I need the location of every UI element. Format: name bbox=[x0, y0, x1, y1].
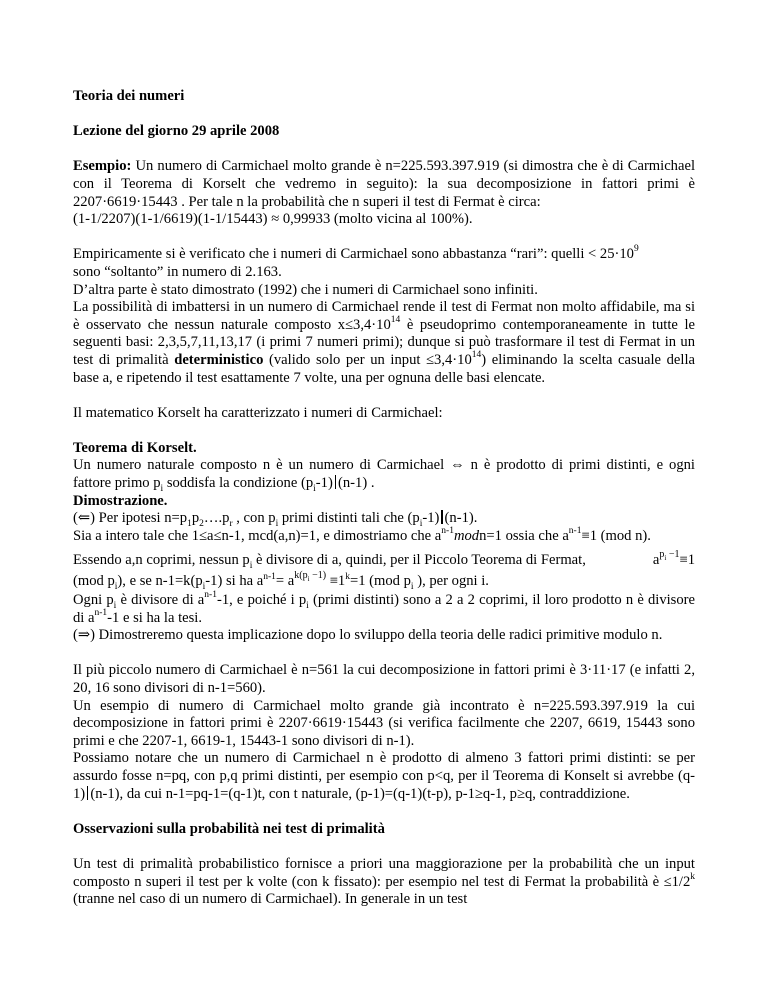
smallest-carmichael-paragraph: Il più piccolo numero di Carmichael è n=561 la cui decomposizione in fattori primi è 3·11·17 (e infatti 2, 20, 16 sono divisori di n-1=560). Un esempio di numero di Carmichael molto grande già incontrato è n=225.593.397.919 la cui decomposizione in fattori primi è 2207·6619·15443 (si verifica facilmente che 2207, 6619, 15443 sono primi e che 2207-1, 6619-1, 15443-1 sono divisori di n-1). Possiamo notare che un numero di Carmichael n è prodotto di almeno 3 fattori primi distinti: se per assurdo fosse n=pq, con p,q primi distinti, per esempio con p<q, per il Teorema di Konselt si avrebbe (q-1) (n-1), da cui n-1=pq-1=(q-1)t, con t naturale, (p-1)=(q-1)(t-p), p-1≥q-1, p≥q, contraddizione. bbox=[73, 662, 695, 802]
proof-heading: Dimostrazione. bbox=[73, 492, 168, 509]
proof-line-5: Ogni $p_i$ è divisore di $a^{n-1}-1$, e poiché i $p_i$ (primi distinti) sono a 2 a 2 coprimi, il loro prodotto n è divisore di $a^{n-1}-1$ e si ha la tesi. bbox=[73, 590, 695, 626]
empirical-paragraph: Empiricamente si è verificato che i numeri di Carmichael sono abbastanza “rari”: quelli < $25\cdot 10^9$ sono “soltanto” in numero di 2.163. D’altra parte è stato dimostrato (1992) che i numeri di Carmichael sono infiniti. La possibilità di imbattersi in un numero di Carmichael rende il test di Fermat non molto affidabile, ma si è osservato che nessun naturale composto $x\le 3,4\cdot 10^{14}$ è pseudoprimo contemporaneamente in tutte le seguenti basi: 2,3,5,7,11,13,17 (i primi 7 numeri primi); dunque si può trasformare il test di Fermat in un test di primalità deterministico (valido solo per un input $\le 3,4\cdot 10^{14}$) eliminando la scelta casuale della base a, e ripetendo il test esattamente 7 volte, una per ognuna delle basi elencate. bbox=[73, 244, 695, 386]
document-page bbox=[73, 88, 695, 909]
korselt-intro: Il matematico Korselt ha caratterizzato i numeri di Carmichael: bbox=[73, 404, 443, 421]
theorem-heading: Teorema di Korselt. bbox=[73, 439, 197, 456]
proof-line-6: (⇒) Dimostreremo questa implicazione dopo lo sviluppo della teoria delle radici primitive modulo n. bbox=[73, 627, 663, 644]
document-title: Teoria dei numeri bbox=[73, 88, 185, 104]
korselt-theorem bbox=[73, 440, 695, 645]
proof-line-2: Sia a intero tale che 1≤a≤n-1, mcd(a,n)=1, e dimostriamo che $a^{n-1}modn=1$ ossia che $a^{n-1}\equiv 1$ (mod n). bbox=[73, 525, 651, 544]
divides-symbol bbox=[87, 786, 88, 800]
lesson-heading: Lezione del giorno 29 aprile 2008 bbox=[73, 123, 280, 140]
proof-line-3: Essendo a,n coprimi, nessun $p_i$ è divisore di a, quindi, per il Piccolo Teorema di Fermat, $a^{p_i -1}\equiv 1$ bbox=[73, 549, 695, 571]
divides-symbol bbox=[441, 510, 442, 524]
probability-paragraph: Un test di primalità probabilistico fornisce a priori una maggiorazione per la probabilità che un input composto n superi il test per k volte (con k fissato): per esempio nel test di Fermat la probabilità è $\le 1/2^k$ (tranne nel caso di un numero di Carmichael). In generale in un test bbox=[73, 855, 695, 908]
section-heading-probability: Osservazioni sulla probabilità nei test di primalità bbox=[73, 820, 385, 837]
theorem-statement: Un numero naturale composto n è un numero di Carmichael ⇔ n è prodotto di primi distinti, e ogni fattore primo $p_i$ soddisfa la condizione $(p_i-1)$ (n-1) . bbox=[73, 457, 695, 494]
example-label: Esempio: bbox=[73, 158, 132, 175]
fermat-formula: $a^{p_i -1}\equiv 1$ bbox=[652, 549, 695, 569]
proof-line-1: (⇐) Per ipotesi $n=p_1p_2\dots.p_r$ , con $p_i$ primi distinti tali che $(p_i-1)$ (n-1). bbox=[73, 510, 478, 530]
divides-symbol bbox=[335, 475, 336, 489]
example-paragraph: Esempio: Un numero di Carmichael molto grande è n=225.593.397.919 (si dimostra che è di Carmichael con il Teorema di Korselt che vedremo in seguito): la sua decomposizione in fattori primi è 2207·6619·15443 . Per tale n la probabilità che n superi il test di Fermat è circa: (1-1/2207)(1-1/6619)(1-1/15443) ≈ 0,99933 (molto vicina al 100%). bbox=[73, 158, 695, 228]
proof-line-4: (mod $p_i$), e se $n-1=k(p_i-1)$ si ha $a^{n-1}= a^{k(p_i -1)} \equiv 1^k=1$ (mod $p_i$ ), per ogni i. bbox=[73, 570, 489, 593]
